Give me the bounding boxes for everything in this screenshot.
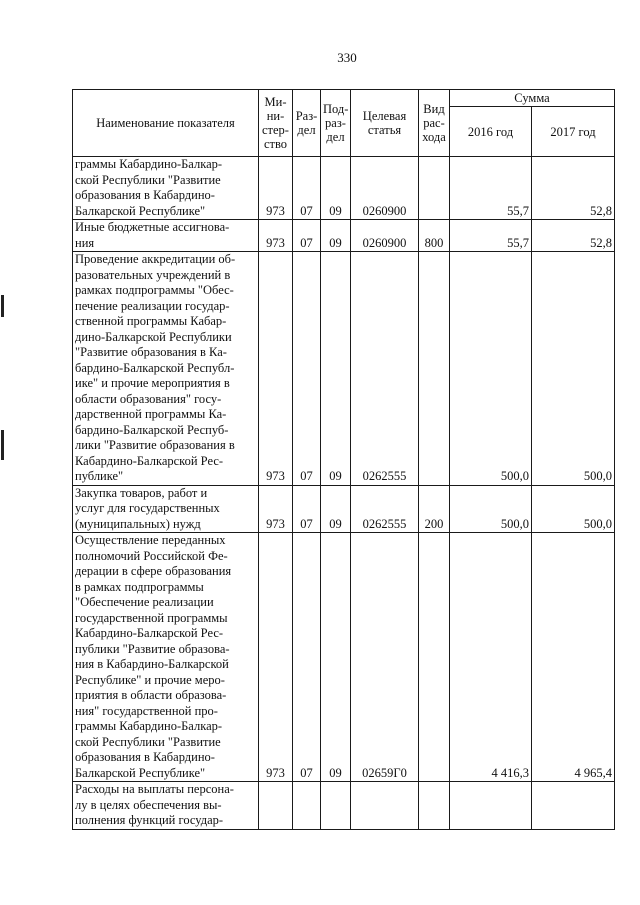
amount-2017-cell: 500,0 <box>532 252 615 486</box>
section-cell: 07 <box>293 252 321 486</box>
ministry-cell: 973 <box>259 485 293 533</box>
target-cell: 0260900 <box>351 157 419 220</box>
target-cell: 0262555 <box>351 485 419 533</box>
indicator-name-cell: Иные бюджетные ассигнова- ния <box>73 220 259 252</box>
section-cell: 07 <box>293 485 321 533</box>
subsection-cell: 09 <box>321 533 351 782</box>
expense-type-cell <box>419 252 450 486</box>
amount-2017-cell: 500,0 <box>532 485 615 533</box>
ministry-cell: 973 <box>259 252 293 486</box>
header-year-2017: 2017 год <box>532 107 615 157</box>
indicator-name-cell: Осуществление переданных полномочий Российской Фе- дерации в сфере образования в рамках подпрограммы "Обеспечение реализации государственной программы Кабардино-Балкарской Рес- публики "Развитие образова- ния в Кабардино-Балкарской Республике" и прочие меро- приятия в области образова- ния" государственной про- граммы Кабардино-Балкар- ской Республики "Развитие образования в Кабардино- Балкарской Республике" <box>73 533 259 782</box>
indicator-name-cell: Проведение аккредитации об- разовательных учреждений в рамках подпрограммы "Обес- печение реализации государ- ственной программы Кабар- дино-Балкарской Республики "Развитие образования в Ка- бардино-Балкарской Республ- ике" и прочие мероприятия в области образования" госу- дарственной программы Ка- бардино-Балкарской Респуб- лики "Развитие образования в Кабардино-Балкарской Рес- публике" <box>73 252 259 486</box>
header-section: Раз- дел <box>293 90 321 157</box>
table-row <box>73 533 615 782</box>
indicator-name-cell: граммы Кабардино-Балкар- ской Республики "Развитие образования в Кабардино- Балкарской Республике" <box>73 157 259 220</box>
left-margin-mark <box>1 430 4 460</box>
budget-table <box>72 89 615 830</box>
ministry-cell: 973 <box>259 220 293 252</box>
indicator-name-cell: Расходы на выплаты персона- лу в целях обеспечения вы- полнения функций государ- <box>73 782 259 830</box>
header-expense-type: Вид рас- хода <box>419 90 450 157</box>
ministry-cell: 973 <box>259 533 293 782</box>
section-cell <box>293 782 321 830</box>
expense-type-cell <box>419 157 450 220</box>
table-row <box>73 220 615 252</box>
page-number: 330 <box>337 50 357 65</box>
left-margin-mark <box>1 295 4 317</box>
section-cell: 07 <box>293 157 321 220</box>
amount-2017-cell: 52,8 <box>532 220 615 252</box>
expense-type-cell: 800 <box>419 220 450 252</box>
target-cell: 02659Г0 <box>351 533 419 782</box>
header-target: Целевая статья <box>351 90 419 157</box>
expense-type-cell: 200 <box>419 485 450 533</box>
subsection-cell: 09 <box>321 252 351 486</box>
section-cell: 07 <box>293 220 321 252</box>
amount-2017-cell: 4 965,4 <box>532 533 615 782</box>
header-year-2016: 2016 год <box>450 107 532 157</box>
header-sum: Сумма <box>450 90 615 107</box>
expense-type-cell <box>419 782 450 830</box>
amount-2016-cell <box>450 782 532 830</box>
indicator-name-cell: Закупка товаров, работ и услуг для государственных (муниципальных) нужд <box>73 485 259 533</box>
amount-2016-cell: 500,0 <box>450 252 532 486</box>
amount-2016-cell: 55,7 <box>450 220 532 252</box>
table-row <box>73 157 615 220</box>
subsection-cell: 09 <box>321 220 351 252</box>
amount-2017-cell <box>532 782 615 830</box>
target-cell: 0262555 <box>351 252 419 486</box>
table-row <box>73 485 615 533</box>
section-cell: 07 <box>293 533 321 782</box>
target-cell <box>351 782 419 830</box>
target-cell: 0260900 <box>351 220 419 252</box>
table-row <box>73 782 615 830</box>
header-subsection: Под- раз- дел <box>321 90 351 157</box>
header-ministry: Ми- ни- стер- ство <box>259 90 293 157</box>
ministry-cell <box>259 782 293 830</box>
table-row <box>73 252 615 486</box>
subsection-cell: 09 <box>321 157 351 220</box>
amount-2016-cell: 55,7 <box>450 157 532 220</box>
amount-2017-cell: 52,8 <box>532 157 615 220</box>
expense-type-cell <box>419 533 450 782</box>
subsection-cell: 09 <box>321 485 351 533</box>
ministry-cell: 973 <box>259 157 293 220</box>
subsection-cell <box>321 782 351 830</box>
header-name: Наименование показателя <box>73 90 259 157</box>
amount-2016-cell: 4 416,3 <box>450 533 532 782</box>
amount-2016-cell: 500,0 <box>450 485 532 533</box>
